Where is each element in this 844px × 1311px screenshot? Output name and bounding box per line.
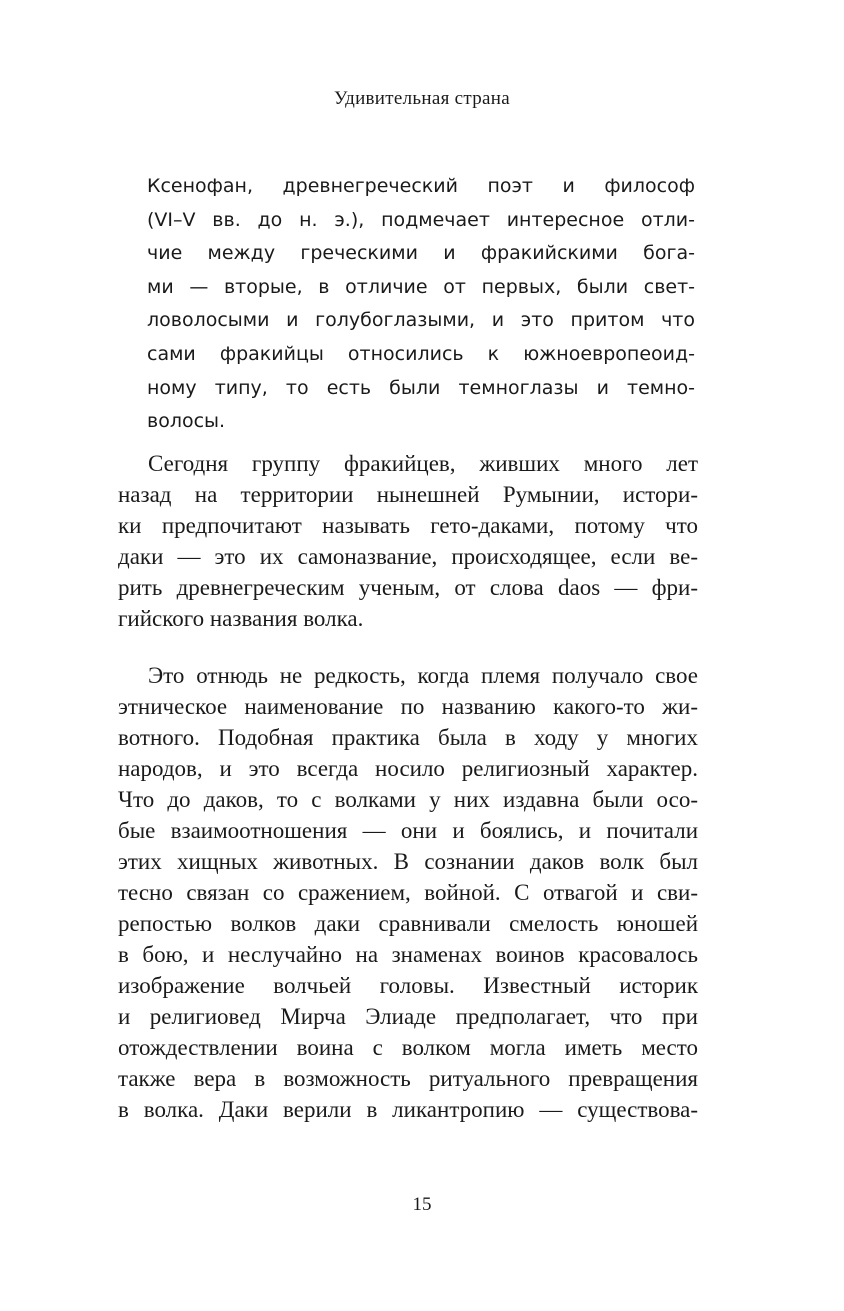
- callout-line: ми — вторые, в отличие от первых, были свет-: [147, 275, 695, 298]
- body-paragraph: [118, 448, 698, 634]
- paragraph-line: назад на территории нынешней Румынии, истори-: [118, 482, 698, 507]
- paragraph-line: гийского названия волка.: [118, 606, 364, 631]
- paragraph-line: также вера в возможность ритуального превращения: [118, 1066, 698, 1091]
- paragraph-line: в волка. Даки верили в ликантропию — существова-: [118, 1097, 698, 1122]
- callout-line: Ксенофан, древнегреческий поэт и философ: [147, 175, 695, 197]
- paragraph-line: этническое наименование по названию какого-то жи-: [118, 694, 698, 719]
- paragraph-line: репостью волков даки сравнивали смелость юношей: [118, 911, 698, 936]
- paragraph-line: в бою, и неслучайно на знаменах воинов красовалось: [118, 942, 698, 967]
- paragraph-line: Это отнюдь не редкость, когда племя получало свое: [148, 663, 698, 688]
- callout-line: ловолосыми и голубоглазыми, и это притом что: [147, 309, 695, 332]
- callout-line: ному типу, то есть были темноглазы и темно-: [147, 376, 695, 399]
- body-paragraph: [118, 660, 698, 1125]
- paragraph-line: ки предпочитают называть гето-даками, потому что: [118, 513, 698, 538]
- paragraph-line: изображение волчьей головы. Известный историк: [118, 973, 698, 998]
- callout-line: (VI–V вв. до н. э.), подмечает интересное отли-: [147, 208, 695, 231]
- callout-line: волосы.: [147, 410, 226, 433]
- paragraph-line: и религиовед Мирча Элиаде предполагает, что при: [118, 1004, 698, 1029]
- paragraph-line: народов, и это всегда носило религиозный характер.: [118, 756, 698, 781]
- paragraph-line: этих хищных животных. В сознании даков волк был: [118, 849, 698, 874]
- callout-quote: [147, 170, 695, 439]
- running-header: Удивительная страна: [334, 88, 510, 109]
- paragraph-line: вотного. Подобная практика была в ходу у многих: [118, 725, 698, 750]
- callout-line: сами фракийцы относились к южноевропеоид-: [147, 342, 695, 365]
- paragraph-line: тесно связан со сражением, войной. С отвагой и сви-: [118, 880, 698, 905]
- callout-line: чие между греческими и фракийскими бога-: [147, 242, 695, 265]
- paragraph-line: бые взаимоотношения — они и боялись, и почитали: [118, 818, 698, 843]
- paragraph-line: Что до даков, то с волками у них издавна были осо-: [118, 787, 698, 812]
- page-number: 15: [412, 1194, 432, 1215]
- paragraph-line: даки — это их самоназвание, происходящее, если ве-: [118, 544, 698, 569]
- paragraph-line: отождествлении воина с волком могла иметь место: [118, 1035, 698, 1060]
- paragraph-line: Сегодня группу фракийцев, живших много лет: [148, 451, 698, 476]
- paragraph-line: рить древнегреческим ученым, от слова daos — фри-: [118, 575, 698, 600]
